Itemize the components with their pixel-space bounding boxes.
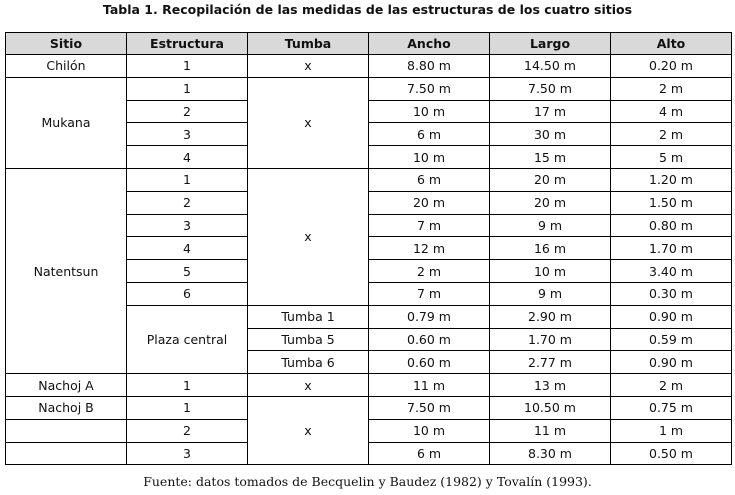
- cell-ancho: 0.79 m: [369, 305, 490, 328]
- cell-ancho: 6 m: [369, 168, 490, 191]
- cell-ancho: 12 m: [369, 237, 490, 260]
- cell-alto: 1.70 m: [611, 237, 732, 260]
- cell-ancho: 10 m: [369, 100, 490, 123]
- cell-alto: 0.90 m: [611, 305, 732, 328]
- cell-ancho: 10 m: [369, 419, 490, 442]
- cell-largo: 17 m: [490, 100, 611, 123]
- cell-alto: 0.20 m: [611, 55, 732, 78]
- cell-alto: 0.75 m: [611, 396, 732, 419]
- cell-ancho: 20 m: [369, 191, 490, 214]
- cell-alto: 2 m: [611, 374, 732, 397]
- cell-estructura: 3: [127, 214, 248, 237]
- cell-estructura: 1: [127, 374, 248, 397]
- cell-ancho: 2 m: [369, 260, 490, 283]
- cell-largo: 20 m: [490, 168, 611, 191]
- cell-ancho: 7 m: [369, 214, 490, 237]
- header-tumba: Tumba: [248, 33, 369, 55]
- header-row: [6, 33, 732, 55]
- measurements-table: [5, 32, 732, 465]
- cell-ancho: 6 m: [369, 442, 490, 465]
- cell-tumba: x: [248, 55, 369, 78]
- header-estructura: Estructura: [127, 33, 248, 55]
- cell-largo: 11 m: [490, 419, 611, 442]
- cell-estructura: 6: [127, 282, 248, 305]
- cell-sitio: Nachoj B: [6, 396, 127, 419]
- cell-ancho: 8.80 m: [369, 55, 490, 78]
- cell-alto: 2 m: [611, 123, 732, 146]
- cell-alto: 5 m: [611, 146, 732, 169]
- cell-largo: 9 m: [490, 282, 611, 305]
- cell-tumba: Tumba 6: [248, 351, 369, 374]
- cell-largo: 2.77 m: [490, 351, 611, 374]
- cell-largo: 9 m: [490, 214, 611, 237]
- cell-largo: 1.70 m: [490, 328, 611, 351]
- cell-largo: 10 m: [490, 260, 611, 283]
- cell-tumba: x: [248, 168, 369, 305]
- header-sitio: Sitio: [6, 33, 127, 55]
- source-note: Fuente: datos tomados de Becquelin y Baudez (1982) y Tovalín (1993).: [143, 474, 592, 489]
- cell-ancho: 11 m: [369, 374, 490, 397]
- cell-sitio: Chilón: [6, 55, 127, 78]
- cell-estructura: 5: [127, 260, 248, 283]
- cell-ancho: 6 m: [369, 123, 490, 146]
- cell-alto: 1.50 m: [611, 191, 732, 214]
- cell-alto: 0.59 m: [611, 328, 732, 351]
- cell-largo: 13 m: [490, 374, 611, 397]
- table-title: Tabla 1. Recopilación de las medidas de las estructuras de los cuatro sitios: [102, 2, 633, 17]
- cell-largo: 20 m: [490, 191, 611, 214]
- cell-largo: 8.30 m: [490, 442, 611, 465]
- cell-sitio: [6, 442, 127, 465]
- cell-largo: 16 m: [490, 237, 611, 260]
- cell-estructura: 2: [127, 191, 248, 214]
- cell-largo: 2.90 m: [490, 305, 611, 328]
- cell-ancho: 7.50 m: [369, 396, 490, 419]
- table-row: [6, 55, 732, 78]
- header-ancho: Ancho: [369, 33, 490, 55]
- cell-estructura: 3: [127, 442, 248, 465]
- cell-alto: 1.20 m: [611, 168, 732, 191]
- header-largo: Largo: [490, 33, 611, 55]
- cell-largo: 30 m: [490, 123, 611, 146]
- cell-estructura: 2: [127, 419, 248, 442]
- cell-alto: 0.30 m: [611, 282, 732, 305]
- cell-sitio: Natentsun: [6, 168, 127, 373]
- table-row: [6, 374, 732, 397]
- cell-estructura: Plaza central: [127, 305, 248, 373]
- cell-alto: 0.90 m: [611, 351, 732, 374]
- cell-alto: 0.80 m: [611, 214, 732, 237]
- cell-largo: 14.50 m: [490, 55, 611, 78]
- cell-largo: 15 m: [490, 146, 611, 169]
- cell-largo: 7.50 m: [490, 77, 611, 100]
- table-row: [6, 168, 732, 191]
- cell-alto: 1 m: [611, 419, 732, 442]
- table-row: [6, 442, 732, 465]
- cell-tumba: x: [248, 374, 369, 397]
- cell-estructura: 1: [127, 55, 248, 78]
- cell-ancho: 7.50 m: [369, 77, 490, 100]
- cell-ancho: 10 m: [369, 146, 490, 169]
- table-row: [6, 419, 732, 442]
- cell-ancho: 7 m: [369, 282, 490, 305]
- cell-alto: 0.50 m: [611, 442, 732, 465]
- cell-sitio: [6, 419, 127, 442]
- table-row: [6, 396, 732, 419]
- header-alto: Alto: [611, 33, 732, 55]
- cell-tumba: x: [248, 77, 369, 168]
- cell-tumba: Tumba 1: [248, 305, 369, 328]
- cell-ancho: 0.60 m: [369, 328, 490, 351]
- cell-estructura: 2: [127, 100, 248, 123]
- cell-tumba: x: [248, 396, 369, 464]
- cell-estructura: 4: [127, 146, 248, 169]
- table-row: [6, 77, 732, 100]
- cell-estructura: 4: [127, 237, 248, 260]
- cell-estructura: 1: [127, 396, 248, 419]
- cell-estructura: 3: [127, 123, 248, 146]
- cell-tumba: Tumba 5: [248, 328, 369, 351]
- cell-largo: 10.50 m: [490, 396, 611, 419]
- cell-alto: 4 m: [611, 100, 732, 123]
- cell-estructura: 1: [127, 168, 248, 191]
- cell-alto: 2 m: [611, 77, 732, 100]
- cell-alto: 3.40 m: [611, 260, 732, 283]
- cell-ancho: 0.60 m: [369, 351, 490, 374]
- cell-sitio: Mukana: [6, 77, 127, 168]
- cell-sitio: Nachoj A: [6, 374, 127, 397]
- cell-estructura: 1: [127, 77, 248, 100]
